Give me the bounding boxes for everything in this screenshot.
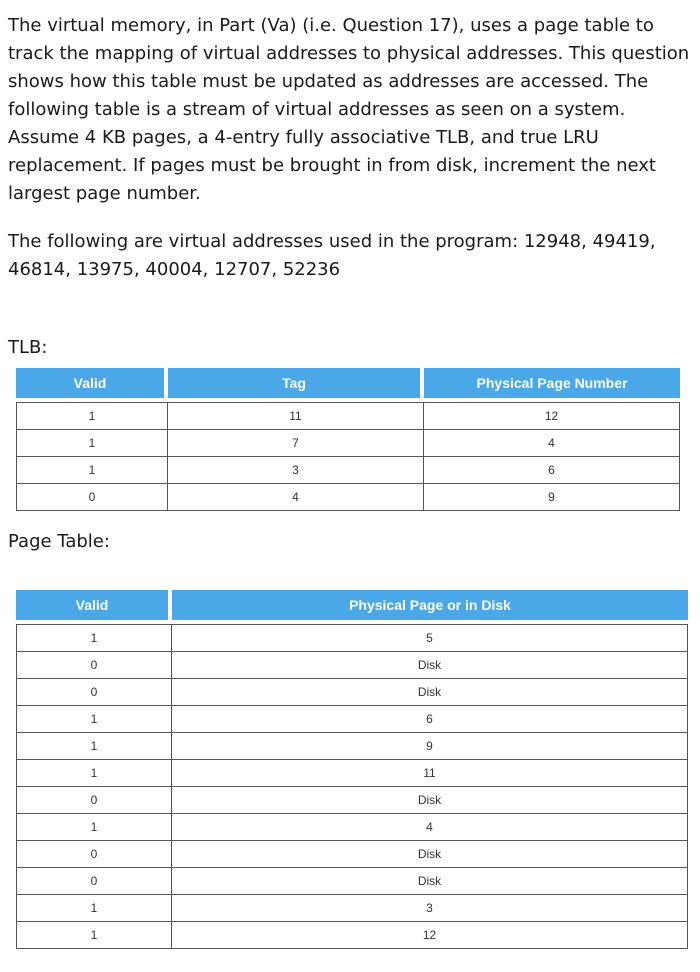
page-table-row (16, 922, 688, 949)
table-cell: 9 (172, 733, 688, 760)
tlb-table (16, 368, 680, 511)
table-cell: 11 (172, 760, 688, 787)
table-cell: 1 (16, 814, 172, 841)
table-cell: 7 (168, 430, 424, 457)
page-table-row (16, 787, 688, 814)
page-table-row (16, 652, 688, 679)
table-cell: 12 (424, 402, 680, 430)
table-cell: 1 (16, 430, 168, 457)
page-table-row (16, 679, 688, 706)
intro-paragraph: The virtual memory, in Part (Va) (i.e. Question 17), uses a page table to track the mapping of virtual addresses to physical addresses. This question shows how this table must be updated as addresses are accessed. The following table is a stream of virtual addresses as seen on a system. Assume 4 KB pages, a 4-entry fully associative TLB, and true LRU replacement. If pages must be brought in from disk, increment the next largest page number. (8, 15, 690, 204)
table-cell: 3 (168, 457, 424, 484)
table-cell: Disk (172, 652, 688, 679)
table-cell: 0 (16, 484, 168, 511)
tlb-row (16, 402, 680, 430)
tlb-row (16, 430, 680, 457)
table-cell: Disk (172, 679, 688, 706)
table-cell: Disk (172, 868, 688, 895)
tlb-header-tag: Tag (168, 368, 424, 398)
table-cell: 3 (172, 895, 688, 922)
tlb-header-valid: Valid (16, 368, 168, 398)
page-table-label: Page Table: (8, 531, 110, 552)
table-cell: 4 (424, 430, 680, 457)
tlb-row (16, 484, 680, 511)
page-table-row (16, 841, 688, 868)
tlb-header-ppn: Physical Page Number (424, 368, 680, 398)
tlb-row (16, 457, 680, 484)
page-table-row (16, 760, 688, 787)
table-cell: 1 (16, 922, 172, 949)
table-cell: 0 (16, 868, 172, 895)
table-cell: 0 (16, 841, 172, 868)
page-table-row (16, 706, 688, 733)
table-cell: 6 (172, 706, 688, 733)
page-table-header-physical: Physical Page or in Disk (172, 590, 688, 620)
table-cell: 5 (172, 624, 688, 652)
table-cell: 11 (168, 402, 424, 430)
table-cell: Disk (172, 787, 688, 814)
table-cell: 1 (16, 457, 168, 484)
tlb-header-row (16, 368, 680, 398)
page-table-row (16, 733, 688, 760)
table-cell: 4 (172, 814, 688, 841)
page-table-header-row (16, 590, 688, 620)
table-cell: 1 (16, 706, 172, 733)
table-cell: 0 (16, 787, 172, 814)
table-cell: 6 (424, 457, 680, 484)
page-table-row (16, 868, 688, 895)
page-table-row (16, 814, 688, 841)
table-cell: 1 (16, 895, 172, 922)
table-cell: 0 (16, 679, 172, 706)
table-cell: 4 (168, 484, 424, 511)
table-cell: 9 (424, 484, 680, 511)
table-cell: 12 (172, 922, 688, 949)
page-table-row (16, 624, 688, 652)
page-table-header-valid: Valid (16, 590, 172, 620)
table-cell: 1 (16, 733, 172, 760)
tlb-label: TLB: (8, 337, 48, 358)
page-table-row (16, 895, 688, 922)
table-cell: Disk (172, 841, 688, 868)
table-cell: 1 (16, 402, 168, 430)
addresses-paragraph: The following are virtual addresses used in the program: 12948, 49419, 46814, 13975, 40004, 12707, 52236 (8, 231, 656, 280)
table-cell: 1 (16, 624, 172, 652)
table-cell: 0 (16, 652, 172, 679)
page-table (16, 590, 688, 949)
table-cell: 1 (16, 760, 172, 787)
